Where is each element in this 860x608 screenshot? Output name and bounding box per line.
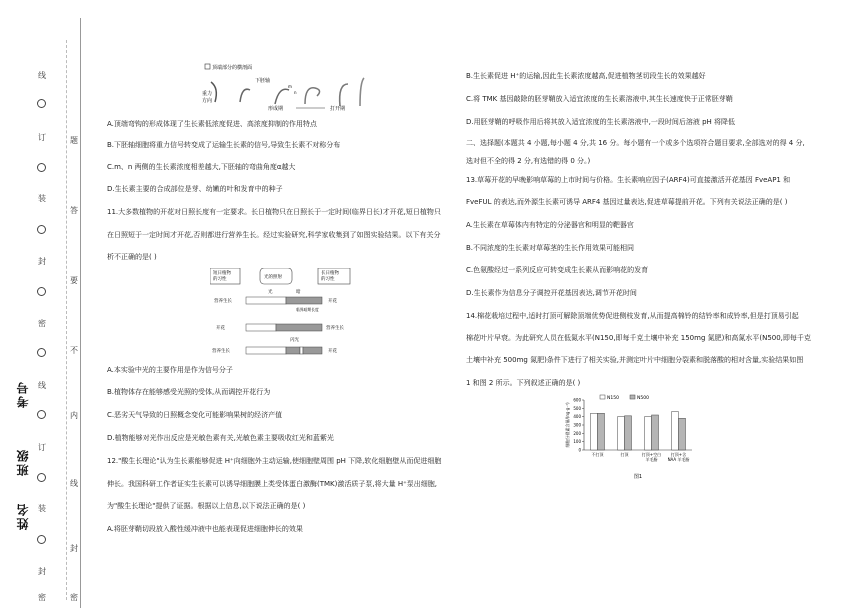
q10-option-a: A.顶端弯钩的形成体现了生长素低浓度促进、高浓度抑制的作用特点	[107, 120, 317, 128]
q11-stem-line: 11.大多数植物的开花对日照长度有一定要求。长日植物只在日照长于一定时间(临界日长)才开花,短日植物只	[107, 208, 441, 216]
q11-option-c: C.恶劣天气导致的日照概念变化可能影响果树的经济产值	[107, 411, 283, 419]
inner-mark: 密	[70, 593, 78, 602]
binding-mark: 密	[38, 593, 46, 602]
q13-option-c: C.色氨酸经过一系列反应可转变成生长素从而影响花的发育	[466, 266, 649, 274]
row1-left-label: 营养生长	[214, 299, 232, 304]
binding-hole	[37, 473, 46, 482]
q14-stem-line: 土壤中补充 500mg 氮肥)条件下进行了相关实验,并测定叶片中细胞分裂素和脱落酸的相对含量,实验结果如图	[466, 356, 804, 364]
q13-option-a: A.生长素在草莓体内有特定的分泌器官和明显的靶器官	[466, 221, 634, 229]
q13-stem-line: FveFUL 的表达,而外源生长素可诱导 ARF4 基因过量表达,促进草莓提前开花。下列有关说法正确的是( )	[466, 198, 788, 206]
category-label: NAA 羊毛脂	[667, 457, 690, 462]
direction-label: 方向	[202, 98, 213, 104]
bar-n150	[618, 417, 625, 450]
bar-n150	[645, 417, 652, 450]
inner-mark: 封	[70, 544, 78, 553]
binding-mark: 订	[38, 133, 46, 142]
hook-caption: 顶端部分的横剖面	[212, 65, 253, 71]
inner-mark: 内	[70, 411, 78, 420]
critical-dark-label: 临界暗期长度	[296, 307, 319, 312]
q11-option-d: D.植物能够对光作出反应是光敏色素有关,光敏色素主要吸收红光和蓝紫光	[107, 434, 334, 442]
category-label: 打顶+含	[670, 452, 687, 457]
category-label: 打顶+空白	[641, 452, 662, 457]
binding-mark: 封	[38, 567, 46, 576]
q12-option-c: C.将 TMK 基因敲除的胚芽鞘放入适宜浓度的生长素溶液中,其生长速度快于正常胚芽鞘	[466, 95, 733, 103]
q13-option-b: B.不同浓度的生长素对草莓茎的生长作用效果可能相同	[466, 244, 635, 252]
legend-swatch	[600, 395, 605, 399]
q12-option-a: A.将胚芽鞘切段放入酸性缓冲液中也能表现促进细胞伸长的效果	[107, 525, 303, 533]
q14-stem-line: 1 和图 2 所示。下列叙述正确的是( )	[466, 379, 581, 387]
category-label: 打顶	[620, 452, 629, 457]
bar-n500	[598, 413, 605, 450]
y-tick-label: 0	[578, 447, 581, 453]
bar-n500	[625, 416, 632, 450]
category-label: 羊毛脂	[645, 457, 658, 462]
hypocotyl-label: 下胚轴	[255, 78, 271, 84]
binding-hole	[37, 348, 46, 357]
binding-mark: 装	[38, 194, 46, 203]
row2-right-label: 营养生长	[326, 326, 344, 331]
inner-mark: 答	[70, 206, 78, 215]
binding-mark: 订	[38, 443, 46, 452]
short-day-header: 短日植物的习性	[213, 271, 231, 282]
row3-right-label: 开花	[328, 349, 337, 354]
q10-option-d: D.生长素主要的合成部位是芽、幼嫩的叶和发育中的种子	[107, 185, 283, 193]
inner-mark: 不	[70, 346, 78, 355]
row3-left-label: 营养生长	[212, 349, 230, 354]
binding-mark: 封	[38, 257, 46, 266]
q12-stem-line: 为"酸生长理论"提供了证据。根据以上信息,以下说法正确的是( )	[107, 502, 306, 510]
category-label: 不打顶	[591, 452, 604, 457]
opening-stage-label: 打开期	[330, 106, 346, 112]
chart-title: 图1	[633, 474, 643, 480]
binding-hole	[37, 535, 46, 544]
binding-mark: 装	[38, 504, 46, 513]
bar-n500	[679, 418, 686, 450]
y-tick-label: 200	[573, 430, 581, 436]
q14-stem-line: 14.棉花栽培过程中,适时打顶可解除顶端优势促进侧枝发育,从而提高棉铃的结铃率和成铃率,但是打顶易引起	[466, 312, 799, 320]
name-label: 姓名	[16, 502, 30, 530]
side-m-label: m	[288, 84, 292, 89]
q11-option-b: B.植物体存在能够感受光照的受体,从而调控开花行为	[107, 388, 271, 396]
q11-stem-line: 在日照短于一定时间才开花,否则都进行营养生长。经过实验研究,科学家收集到了如图实验结果。以下有关分	[107, 231, 441, 239]
q12-option-d: D.用胚芽鞘的呼吸作用后将其放入适宜浓度的生长素溶液中,一段时间后溶液 pH 将降低	[466, 118, 735, 126]
section-2-heading: 选对但不全的得 2 分,有选错的得 0 分。)	[466, 157, 591, 165]
exam-number-label: 考号	[16, 380, 30, 408]
binding-strip	[0, 0, 82, 608]
long-day-header: 长日植物的习性	[321, 271, 339, 282]
legend-swatch	[630, 395, 635, 399]
legend-label: N500	[637, 396, 649, 401]
flash-label: 闪光	[290, 338, 299, 343]
q11-option-a: A.本实验中光的主要作用是作为信号分子	[107, 366, 233, 374]
q12-option-b: B.生长素促进 H⁺的运输,因此生长素浓度越高,促进植物茎切段生长的效果越好	[466, 72, 706, 80]
y-tick-label: 400	[573, 414, 581, 420]
bar-n500	[652, 415, 659, 450]
legend-dark: 暗	[296, 290, 301, 295]
photoperiod-figure	[210, 268, 360, 360]
hook-figure	[200, 62, 380, 112]
inner-mark: 题	[70, 136, 78, 145]
q10-option-c: C.m、n 两侧的生长素浓度相差越大,下胚轴的弯曲角度α越大	[107, 163, 296, 171]
legend-label: N150	[607, 396, 619, 401]
binding-line	[80, 18, 81, 608]
y-axis-label: 细胞分裂素含量/(ng·g⁻¹)	[565, 402, 570, 448]
cytokinin-chart	[560, 392, 730, 484]
binding-mark: 线	[38, 381, 46, 390]
inner-mark: 线	[70, 479, 78, 488]
q12-stem-line: 12."酸生长理论"认为生长素能够促进 H⁺向细胞外主动运输,使细胞壁周围 pH 下降,软化细胞壁从而促进细胞	[107, 457, 442, 465]
q13-option-d: D.生长素作为信息分子调控开花基因表达,调节开花时间	[466, 289, 637, 297]
bar-n150	[591, 413, 598, 450]
y-tick-label: 100	[573, 439, 581, 445]
binding-hole	[37, 163, 46, 172]
binding-hole	[37, 410, 46, 419]
gravity-label: 重力	[202, 91, 213, 97]
section-2-heading: 二、选择题(本题共 4 小题,每小题 4 分,共 16 分。每小题有一个或多个选项符合题目要求,全部选对的得 4 分,	[466, 139, 805, 147]
binding-hole	[37, 99, 46, 108]
binding-hole	[37, 225, 46, 234]
q14-stem-line: 棉花叶片早衰。为此研究人员在低氮水平(N150,即每千克土壤中补充 150mg 氮肥)和高氮水平(N500,即每千克	[466, 334, 811, 342]
legend-light: 光	[268, 290, 273, 295]
inner-mark: 要	[70, 276, 78, 285]
formation-stage-label: 形成期	[268, 106, 284, 112]
q13-stem-line: 13.草莓开花的早晚影响草莓的上市时间与价格。生长素响应因子(ARF4)可直接激活开花基因 FveAP1 和	[466, 176, 791, 184]
y-tick-label: 300	[573, 422, 581, 428]
q11-stem-line: 析不正确的是( )	[107, 253, 157, 261]
y-tick-label: 500	[573, 405, 581, 411]
class-label: 班级	[16, 448, 30, 476]
side-n-label: n	[294, 90, 297, 95]
row2-left-label: 开花	[216, 326, 225, 331]
chart-svg	[560, 392, 730, 484]
light-header: 光的照射	[264, 275, 282, 280]
binding-mark: 密	[38, 319, 46, 328]
bar-n150	[672, 412, 679, 450]
row1-right-label: 开花	[328, 299, 337, 304]
binding-hole	[37, 287, 46, 296]
y-tick-label: 600	[573, 397, 581, 403]
binding-mark: 线	[38, 71, 46, 80]
seal-dashed-line	[66, 40, 67, 600]
q12-stem-line: 伸长。我国科研工作者证实生长素可以诱导细胞膜上类受体蛋白激酶(TMK)激活质子泵,将大量 H⁺泵出细胞,	[107, 480, 438, 488]
q10-option-b: B.下胚轴细胞将重力信号转变成了运输生长素的信号,导致生长素不对称分布	[107, 141, 341, 149]
